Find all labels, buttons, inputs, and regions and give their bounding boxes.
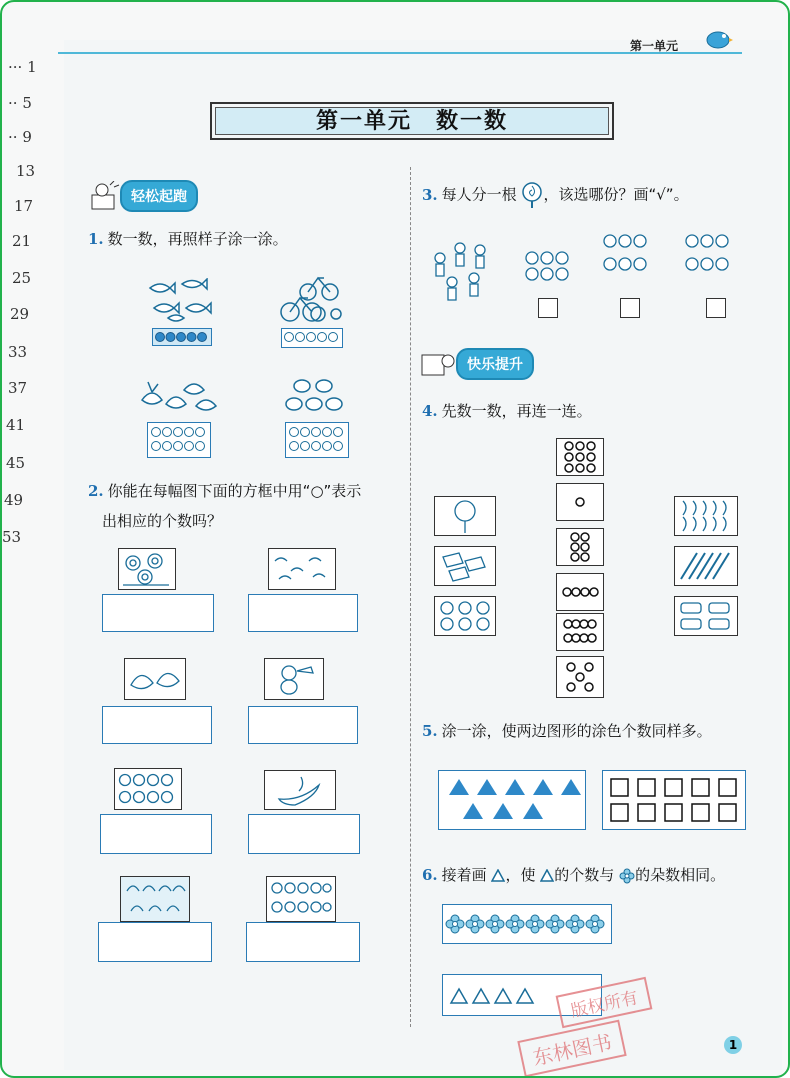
dot-card-dots	[557, 439, 603, 475]
question-3	[422, 182, 689, 208]
question-number: 3.	[422, 185, 438, 204]
margin-number: 41	[6, 416, 26, 434]
q2-answer-box[interactable]	[248, 594, 358, 632]
lollipop-group-icon	[682, 232, 732, 282]
question-1	[88, 228, 288, 249]
ducks-picture	[268, 548, 336, 590]
bicycle-icon	[278, 268, 342, 324]
unit-title	[210, 102, 614, 140]
horse-icon	[121, 877, 189, 921]
q2-answer-box[interactable]	[102, 594, 214, 632]
tree-icon	[435, 497, 495, 535]
q3-checkbox[interactable]	[538, 298, 558, 318]
q2-answer-box[interactable]	[100, 814, 212, 854]
margin-number: 29	[10, 305, 30, 323]
q5-triangle-box	[438, 770, 586, 830]
q5-triangles	[439, 771, 585, 829]
ring-icon	[435, 597, 495, 635]
question-text: 接着画	[441, 866, 487, 884]
pencils-picture	[674, 546, 738, 586]
dot-card	[556, 483, 604, 521]
margin-number: 33	[8, 343, 28, 361]
lollipop-icon	[521, 182, 543, 208]
question-6	[422, 864, 725, 885]
margin-number: 13	[16, 162, 36, 180]
q1-answer-circles	[150, 425, 206, 453]
flower-icon	[619, 868, 635, 884]
dot-card-dots	[557, 484, 603, 520]
pencil-icon	[675, 547, 737, 585]
horses-picture	[120, 876, 190, 922]
pumpkin-icon	[284, 376, 346, 418]
fish-icon	[148, 278, 218, 324]
question-text: 涂一涂，使两边图形的涂色个数同样多。	[441, 722, 712, 740]
q5-square-box[interactable]	[602, 770, 746, 830]
rings-picture	[434, 596, 496, 636]
lollipop-group-icon	[600, 232, 650, 282]
question-text: 出相应的个数吗？	[102, 512, 223, 530]
monkey-picture	[264, 658, 324, 700]
dot-card	[556, 613, 604, 651]
tree-picture	[434, 496, 496, 536]
question-number: 4.	[422, 402, 438, 420]
margin-number: 37	[8, 379, 28, 397]
question-text: ，使	[505, 866, 536, 884]
apple-icon	[115, 769, 181, 809]
question-5	[422, 720, 712, 741]
q2-answer-box[interactable]	[248, 814, 360, 854]
books-picture	[434, 546, 496, 586]
unit-title-text: 第一单元 数一数	[315, 108, 508, 134]
pepper-picture	[264, 770, 336, 810]
question-number: 1.	[88, 230, 104, 248]
dot-card	[556, 438, 604, 476]
margin-number: 25	[12, 269, 32, 287]
question-text: 数一数，再照样子涂一涂。	[107, 230, 288, 248]
question-text: ，该选哪份？画“√”。	[543, 185, 689, 204]
q2-answer-box[interactable]	[98, 922, 212, 962]
apples-picture	[114, 768, 182, 810]
bird-flock-icon	[138, 378, 222, 418]
q1-answer-circles	[283, 331, 339, 343]
margin-number: 21	[12, 232, 32, 250]
triangle-icon	[491, 869, 505, 882]
dot-card-dots	[557, 614, 603, 650]
margin-number: 53	[2, 528, 22, 546]
tomatoes-picture	[266, 876, 336, 922]
margin-number: 49	[4, 491, 24, 509]
unit-label: 第一单元	[629, 39, 678, 53]
copyright-stamp: 版权所有	[556, 977, 653, 1028]
column-divider	[410, 167, 411, 1027]
question-4	[422, 400, 592, 421]
section-title: 轻松起跑	[120, 180, 198, 212]
duck-icon	[269, 549, 335, 589]
question-text: 的朵数相同。	[635, 866, 726, 884]
snail-picture	[118, 548, 176, 590]
q2-answer-box[interactable]	[102, 706, 212, 744]
section-title: 快乐提升	[456, 348, 534, 380]
question-number: 6.	[422, 866, 438, 884]
margin-number: 17	[14, 197, 34, 215]
margin-number: ·· 5	[8, 94, 32, 112]
question-text: 先数一数，再连一连。	[441, 402, 592, 420]
copyright-stamp: 东林图书	[517, 1020, 626, 1078]
monkey-icon	[265, 659, 323, 699]
dot-card	[556, 656, 604, 698]
q1-answer-circles	[288, 425, 344, 453]
question-number: 2.	[88, 482, 104, 500]
margin-number: ·· 9	[8, 128, 32, 146]
margin-number: ··· 1	[8, 58, 37, 76]
q2-answer-box[interactable]	[246, 922, 360, 962]
q3-checkbox[interactable]	[706, 298, 726, 318]
q3-checkbox[interactable]	[620, 298, 640, 318]
q2-answer-box[interactable]	[248, 706, 358, 744]
snail-icon	[119, 549, 175, 589]
bird-icon	[703, 26, 733, 50]
q5-squares	[603, 771, 745, 829]
fish-group-picture	[674, 496, 738, 536]
book-icon	[435, 547, 495, 585]
children-icon	[430, 238, 500, 308]
seahorse-icon	[675, 497, 737, 535]
happy-icon	[420, 349, 456, 379]
question-text: 的个数与	[554, 866, 615, 884]
q1-example-circles	[154, 331, 208, 343]
bird-pair-icon	[125, 659, 185, 699]
page-number: 1	[724, 1036, 742, 1054]
car-icon	[675, 597, 737, 635]
birds-picture	[124, 658, 186, 700]
question-text: 你能在每幅图下面的方框中用“○”表示	[107, 482, 362, 500]
dot-card	[556, 573, 604, 611]
question-2	[88, 476, 408, 536]
dot-card-dots	[557, 657, 603, 697]
margin-number: 45	[6, 454, 26, 472]
pepper-icon	[265, 771, 335, 809]
section-badge-left	[88, 180, 198, 212]
dot-card-dots	[557, 529, 603, 565]
q6-flowers	[443, 905, 611, 943]
dot-card	[556, 528, 604, 566]
question-number: 5.	[422, 722, 438, 740]
dot-card-dots	[557, 574, 603, 610]
section-badge-right	[420, 348, 534, 380]
q6-flower-box	[442, 904, 612, 944]
question-text: 每人分一根	[441, 185, 517, 204]
triangle-icon	[540, 869, 554, 882]
tomato-icon	[267, 877, 335, 921]
cars-picture	[674, 596, 738, 636]
warmup-icon	[88, 181, 120, 211]
lollipop-group-icon	[522, 248, 572, 288]
